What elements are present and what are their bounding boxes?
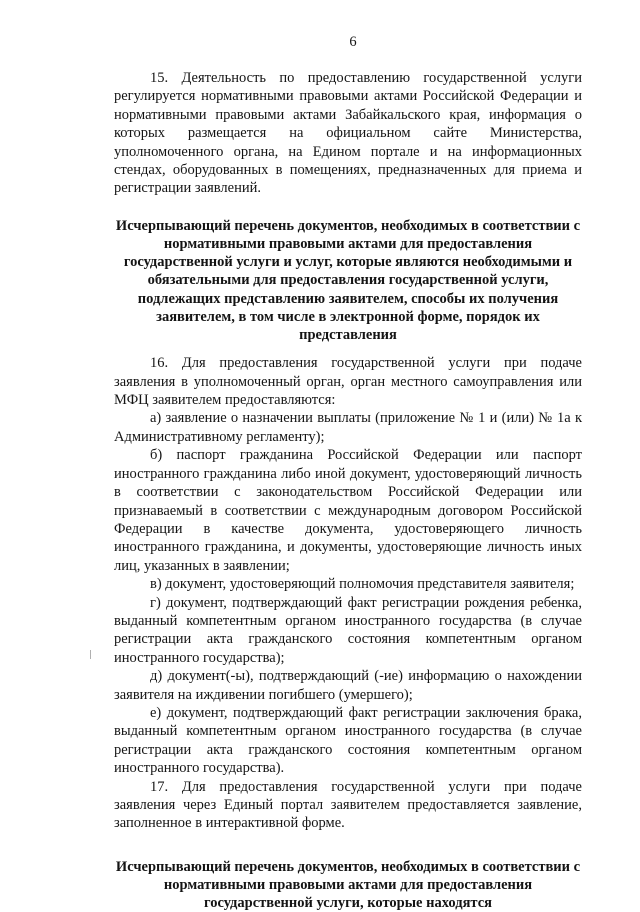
list-item-a: а) заявление о назначении выплаты (приложение № 1 и (или) № 1а к Административному регламенту); (114, 410, 582, 445)
list-item-b: б) паспорт гражданина Российской Федерации или паспорт иностранного гражданина либо иной документ, удостоверяющий личность в соответствии с законодательством Российской Федерации или признаваемый в соответствии с международным договором Российской Федерации в качестве документа, удостоверяющего личность иностранного гражданина, и документы, удостоверяющие личность иных лиц, указанных в заявлении; (114, 447, 582, 574)
list-item-v: в) документ, удостоверяющий полномочия представителя заявителя; (150, 576, 575, 593)
paragraph-17: 17. Для предоставления государственной услуги при подаче заявления через Единый портал заявителем предоставляется заявление, заполненное в интерактивной форме. (114, 778, 582, 832)
section-heading-documents-list: Исчерпывающий перечень документов, необходимых в соответствии с нормативными правовыми актами для предоставления государственной услуги и услуг, которые являются необходимыми и обязательными для предоставления государственной услуги, подлежащих представлению заявителем, способы их получения заявителем, в том числе в электронной форме, порядок их представления (115, 217, 581, 344)
page-number: 6 (349, 34, 357, 50)
list-item-g: г) документ, подтверждающий факт регистрации рождения ребенка, выданный компетентным органом иностранного государства (в случае регистрации акта гражданского состояния компетентным органом иностранного государства); (114, 594, 582, 666)
list-item-d: д) документ(-ы), подтверждающий (-ие) информацию о нахождении заявителя на иждивении погибшего (умершего); (114, 668, 582, 703)
paragraph-15: 15. Деятельность по предоставлению государственной услуги регулируется нормативными правовыми актами Российской Федерации и нормативными правовыми актами Забайкальского края, информация о которых размещается на официальном сайте Министерства, уполномоченного органа, на Едином портале и на информационных стендах, оборудованных в помещениях, предназначенных для приема и регистрации заявлений. (114, 70, 582, 197)
margin-mark (90, 650, 91, 659)
paragraph-16: 16. Для предоставления государственной услуги при подаче заявления в уполномоченный орган, орган местного самоуправления или МФЦ заявителем предоставляются: (114, 355, 582, 409)
section-heading-documents-held: Исчерпывающий перечень документов, необходимых в соответствии с нормативными правовыми актами для предоставления государственной услуги, которые находятся (115, 858, 581, 912)
list-item-e: е) документ, подтверждающий факт регистрации заключения брака, выданный компетентным органом иностранного государства (в случае регистрации акта гражданского состояния компетентным органом иностранного государства). (114, 704, 582, 777)
